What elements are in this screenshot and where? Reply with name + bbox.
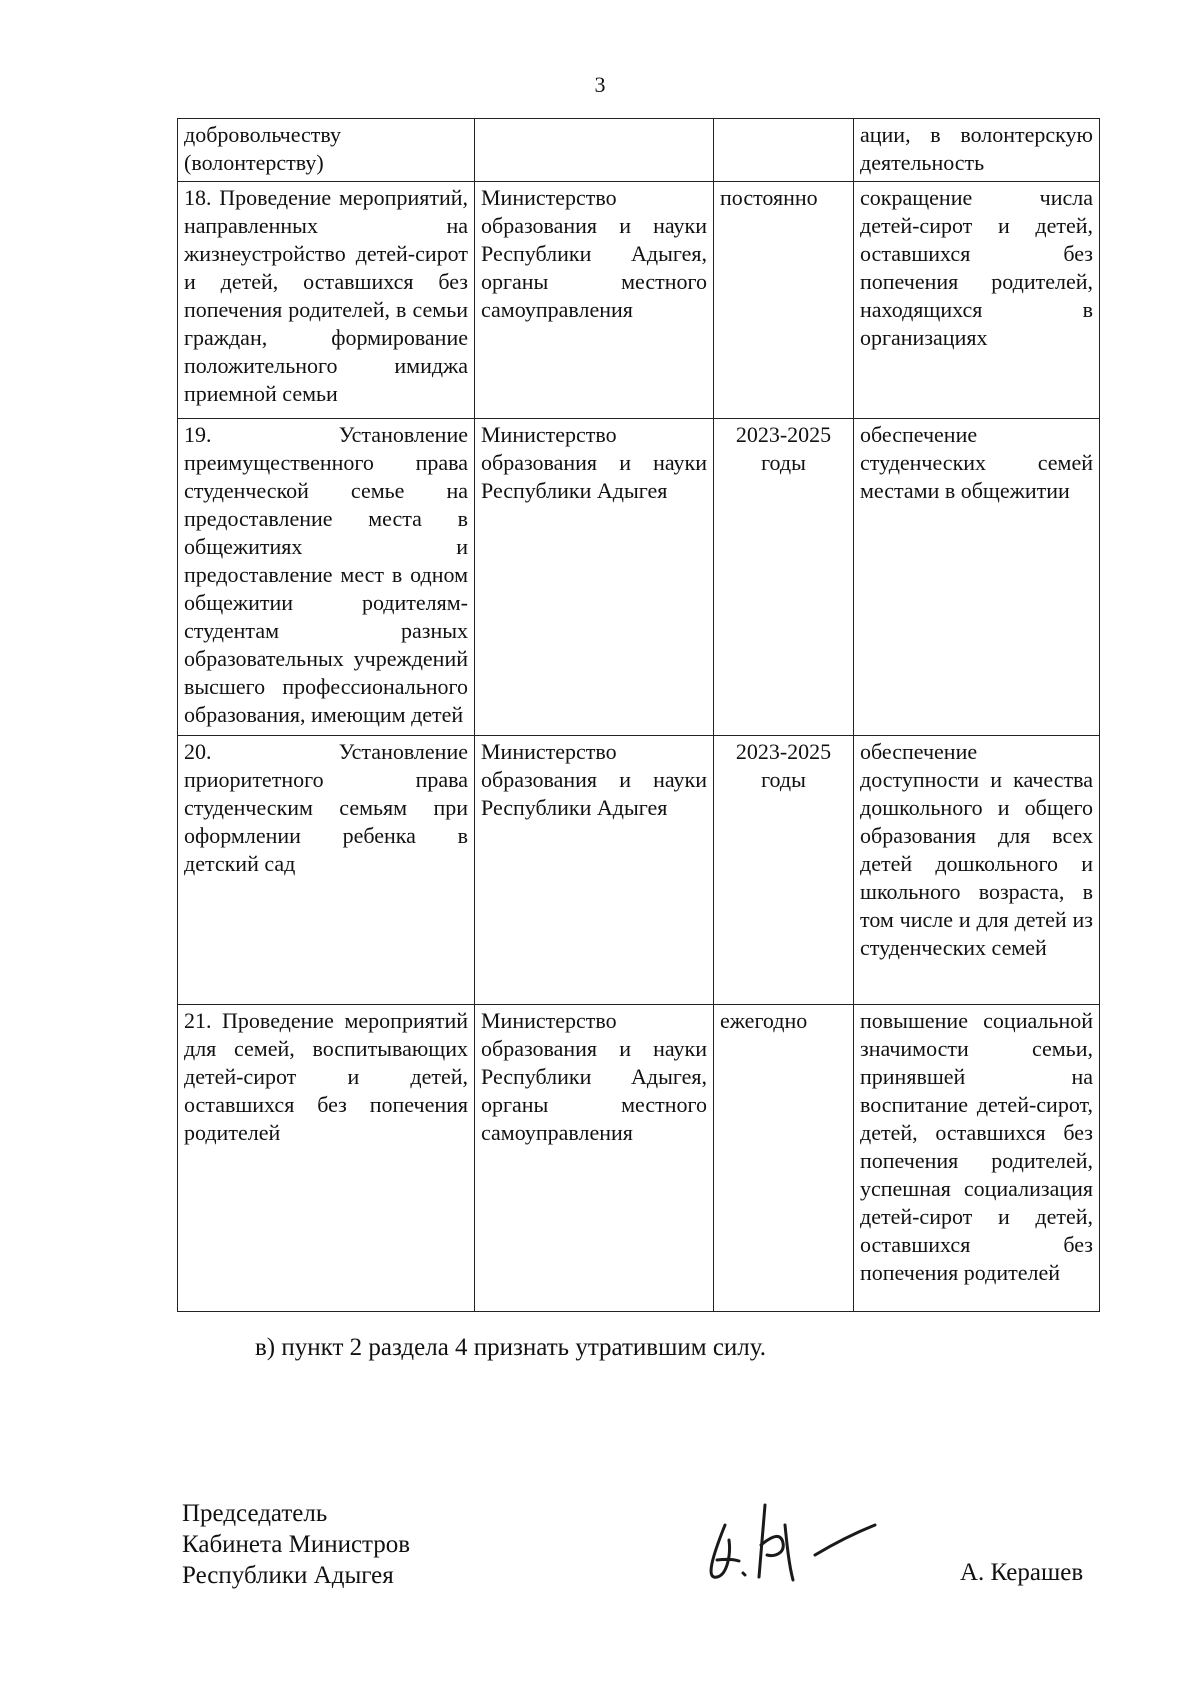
deadline-cell: постоянно [714,182,854,419]
measures-table [177,118,1100,1312]
deadline-cell: ежегодно [714,1005,854,1312]
result-cell: обеспечение доступности и качества дошкольного и общего образования для всех детей дошкольного и школьного возраста, в том числе и для детей из студенческих семей [854,736,1100,1005]
responsible-cell: Министерство образования и науки Республики Адыгея [475,736,714,1005]
handwritten-signature-icon [695,1485,895,1595]
measure-cell: 21. Проведение мероприятий для семей, воспитывающих детей-сирот и детей, оставшихся без попечения родителей [178,1005,475,1312]
result-cell: ации, в волонтерскую деятельность [854,119,1100,182]
table-row [178,1005,1100,1312]
deadline-cell [714,119,854,182]
measure-cell: добровольчеству (волонтерству) [178,119,475,182]
signatory-title-line: Республики Адыгея [182,1562,394,1589]
deadline-cell: 2023-2025 годы [714,736,854,1005]
responsible-cell [475,119,714,182]
closing-clause: в) пункт 2 раздела 4 признать утратившим силу. [255,1334,767,1361]
table-row [178,419,1100,736]
signatory-name: А. Керашев [960,1559,1084,1586]
page-number: 3 [594,72,606,97]
signatory-title-line: Председатель [182,1500,328,1527]
table-row [178,119,1100,182]
result-cell: сокращение числа детей-сирот и детей, оставшихся без попечения родителей, находящихся в организациях [854,182,1100,419]
result-cell: обеспечение студенческих семей местами в общежитии [854,419,1100,736]
result-cell: повышение социальной значимости семьи, принявшей на воспитание детей-сирот, детей, оставшихся без попечения родителей, успешная социализация детей-сирот и детей, оставшихся без попечения родителей [854,1005,1100,1312]
table-row [178,736,1100,1005]
signatory-title [182,1498,410,1591]
measure-cell: 20. Установление приоритетного права студенческим семьям при оформлении ребенка в детский сад [178,736,475,1005]
responsible-cell: Министерство образования и науки Республики Адыгея, органы местного самоуправления [475,1005,714,1312]
deadline-cell: 2023-2025 годы [714,419,854,736]
table-row [178,182,1100,419]
signatory-title-line: Кабинета Министров [182,1531,411,1558]
responsible-cell: Министерство образования и науки Республики Адыгея, органы местного самоуправления [475,182,714,419]
measure-cell: 18. Проведение мероприятий, направленных на жизнеустройство детей-сирот и детей, оставшихся без попечения родителей, в семьи граждан, формирование положительного имиджа приемной семьи [178,182,475,419]
measure-cell: 19. Установление преимущественного права студенческой семье на предоставление места в общежитиях и предоставление мест в одном общежитии родителям-студентам разных образовательных учреждений высшего профессионального образования, имеющим детей [178,419,475,736]
responsible-cell: Министерство образования и науки Республики Адыгея [475,419,714,736]
